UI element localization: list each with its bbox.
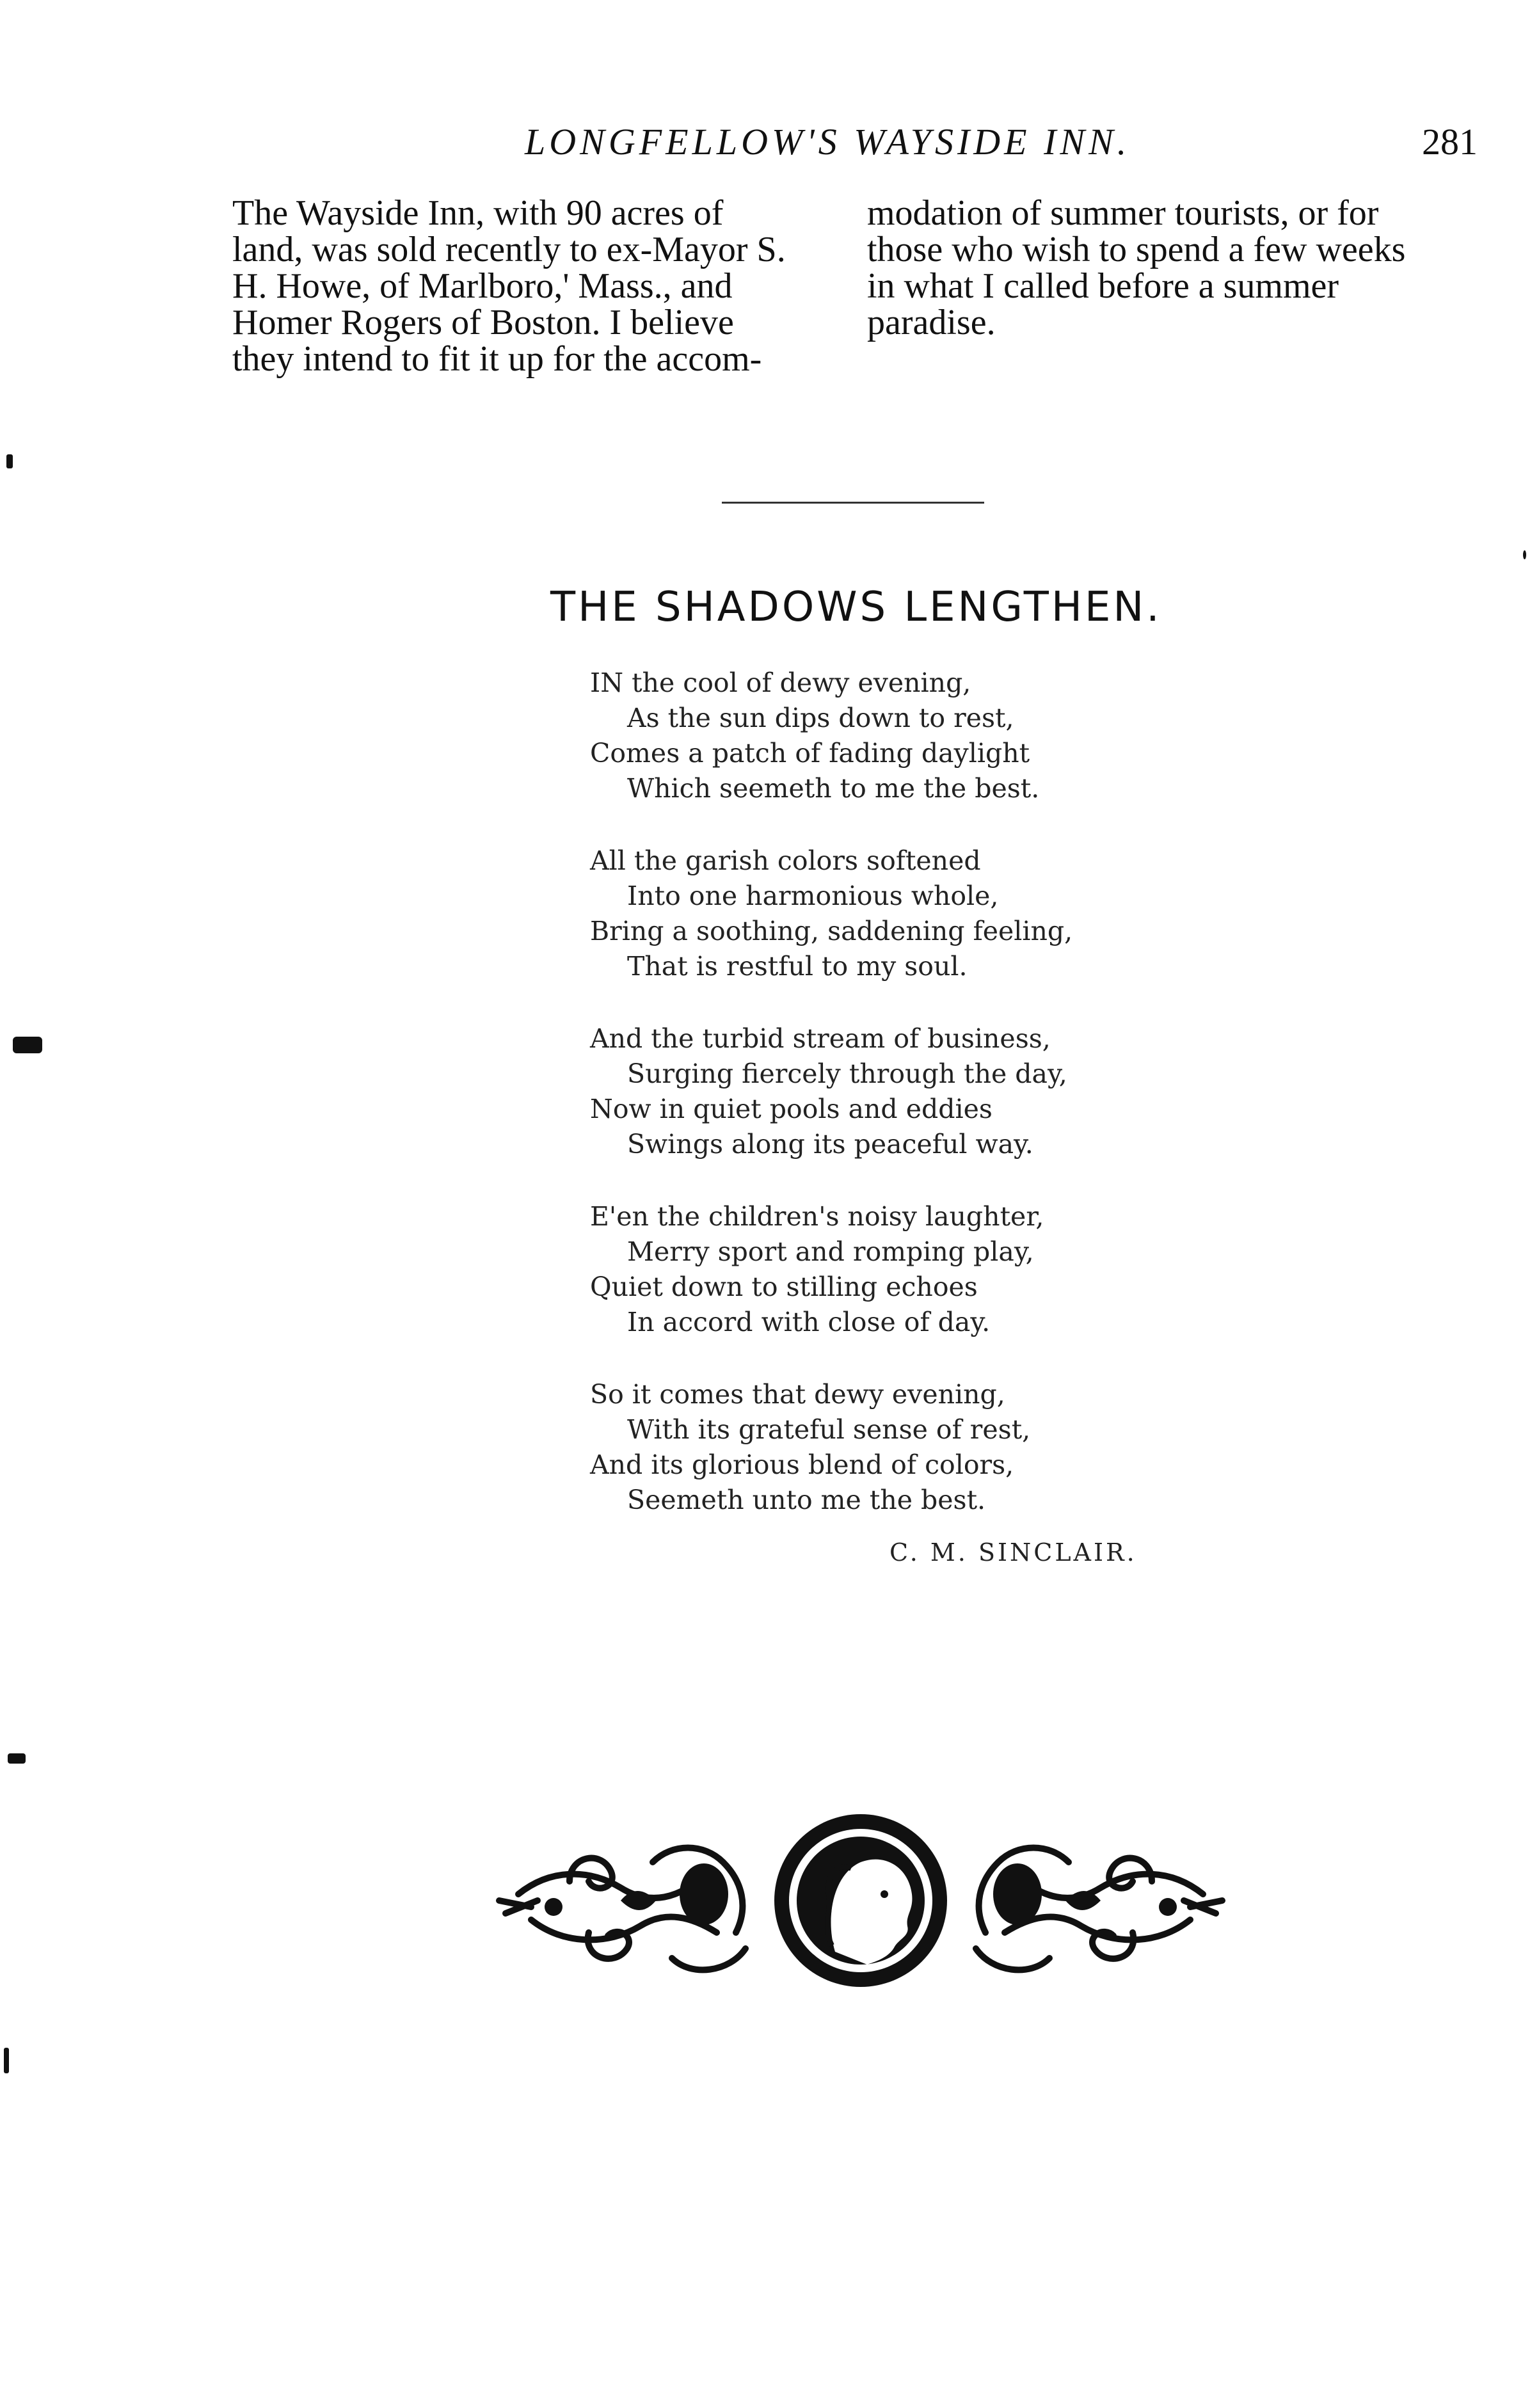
poem-line: Swings along its peaceful way. [627,1129,1033,1160]
article-line: The Wayside Inn, with 90 acres of [232,193,724,233]
article-line: in what I called before a summer [867,266,1339,306]
poem-line: And its glorious blend of colors, [590,1449,1014,1480]
scan-speck [6,454,13,468]
article-column-right [867,195,1474,341]
poem-line: Comes a patch of fading daylight [590,738,1030,769]
scan-speck [13,1037,42,1053]
article-line: modation of summer tourists, or for [867,193,1379,233]
poem-line: And the turbid stream of business, [590,1023,1051,1054]
article-line: those who wish to spend a few weeks [867,230,1406,269]
poem-line: Surging fiercely through the day, [627,1058,1067,1089]
poem-line: IN the cool of dewy evening, [590,667,971,698]
poem-author-signature: C. M. SINCLAIR. [889,1538,1137,1567]
poem-stanza [590,666,1166,806]
article-line: Homer Rogers of Boston. I believe [232,303,734,342]
poem-line: Merry sport and romping play, [627,1236,1034,1267]
poem-stanza [590,843,1166,984]
poem-line: So it comes that dewy evening, [590,1379,1005,1410]
article-line: paradise. [867,303,996,342]
page-number: 281 [1422,121,1478,163]
poem-line: Seemeth unto me the best. [627,1485,986,1515]
article-line: H. Howe, of Marlboro,' Mass., and [232,266,733,306]
poem-stanza [590,1021,1166,1162]
poem-line: Now in quiet pools and eddies [590,1094,993,1124]
poem-line: E'en the children's noisy laughter, [590,1201,1044,1232]
poem-stanza [590,1377,1166,1518]
scan-speck [1523,550,1526,559]
article-line: they intend to fit it up for the accom- [232,339,762,379]
poem-line: In accord with close of day. [627,1307,991,1337]
poem-line: Bring a soothing, saddening feeling, [590,916,1073,946]
poem-line: Into one harmonious whole, [627,881,999,911]
poem-stanza [590,1199,1166,1340]
poem-body [590,666,1166,1555]
poem-line: With its grateful sense of rest, [627,1414,1031,1445]
article-column-left [232,195,841,378]
poem-line: As the sun dips down to rest, [627,703,1014,733]
poem-line: All the garish colors softened [590,845,981,876]
running-header-title: LONGFELLOW'S WAYSIDE INN. [525,121,1131,163]
section-divider [722,502,984,504]
poem-line: Which seemeth to me the best. [627,773,1040,804]
poem-line: That is restful to my soul. [627,951,968,982]
scan-speck [4,2048,9,2073]
article-line: land, was sold recently to ex-Mayor S. [232,230,786,269]
poem-line: Quiet down to stilling echoes [590,1272,978,1302]
scan-speck [8,1753,26,1764]
decorative-tailpiece-icon [493,1805,1229,1997]
poem-title: THE SHADOWS LENGTHEN. [550,584,1162,631]
